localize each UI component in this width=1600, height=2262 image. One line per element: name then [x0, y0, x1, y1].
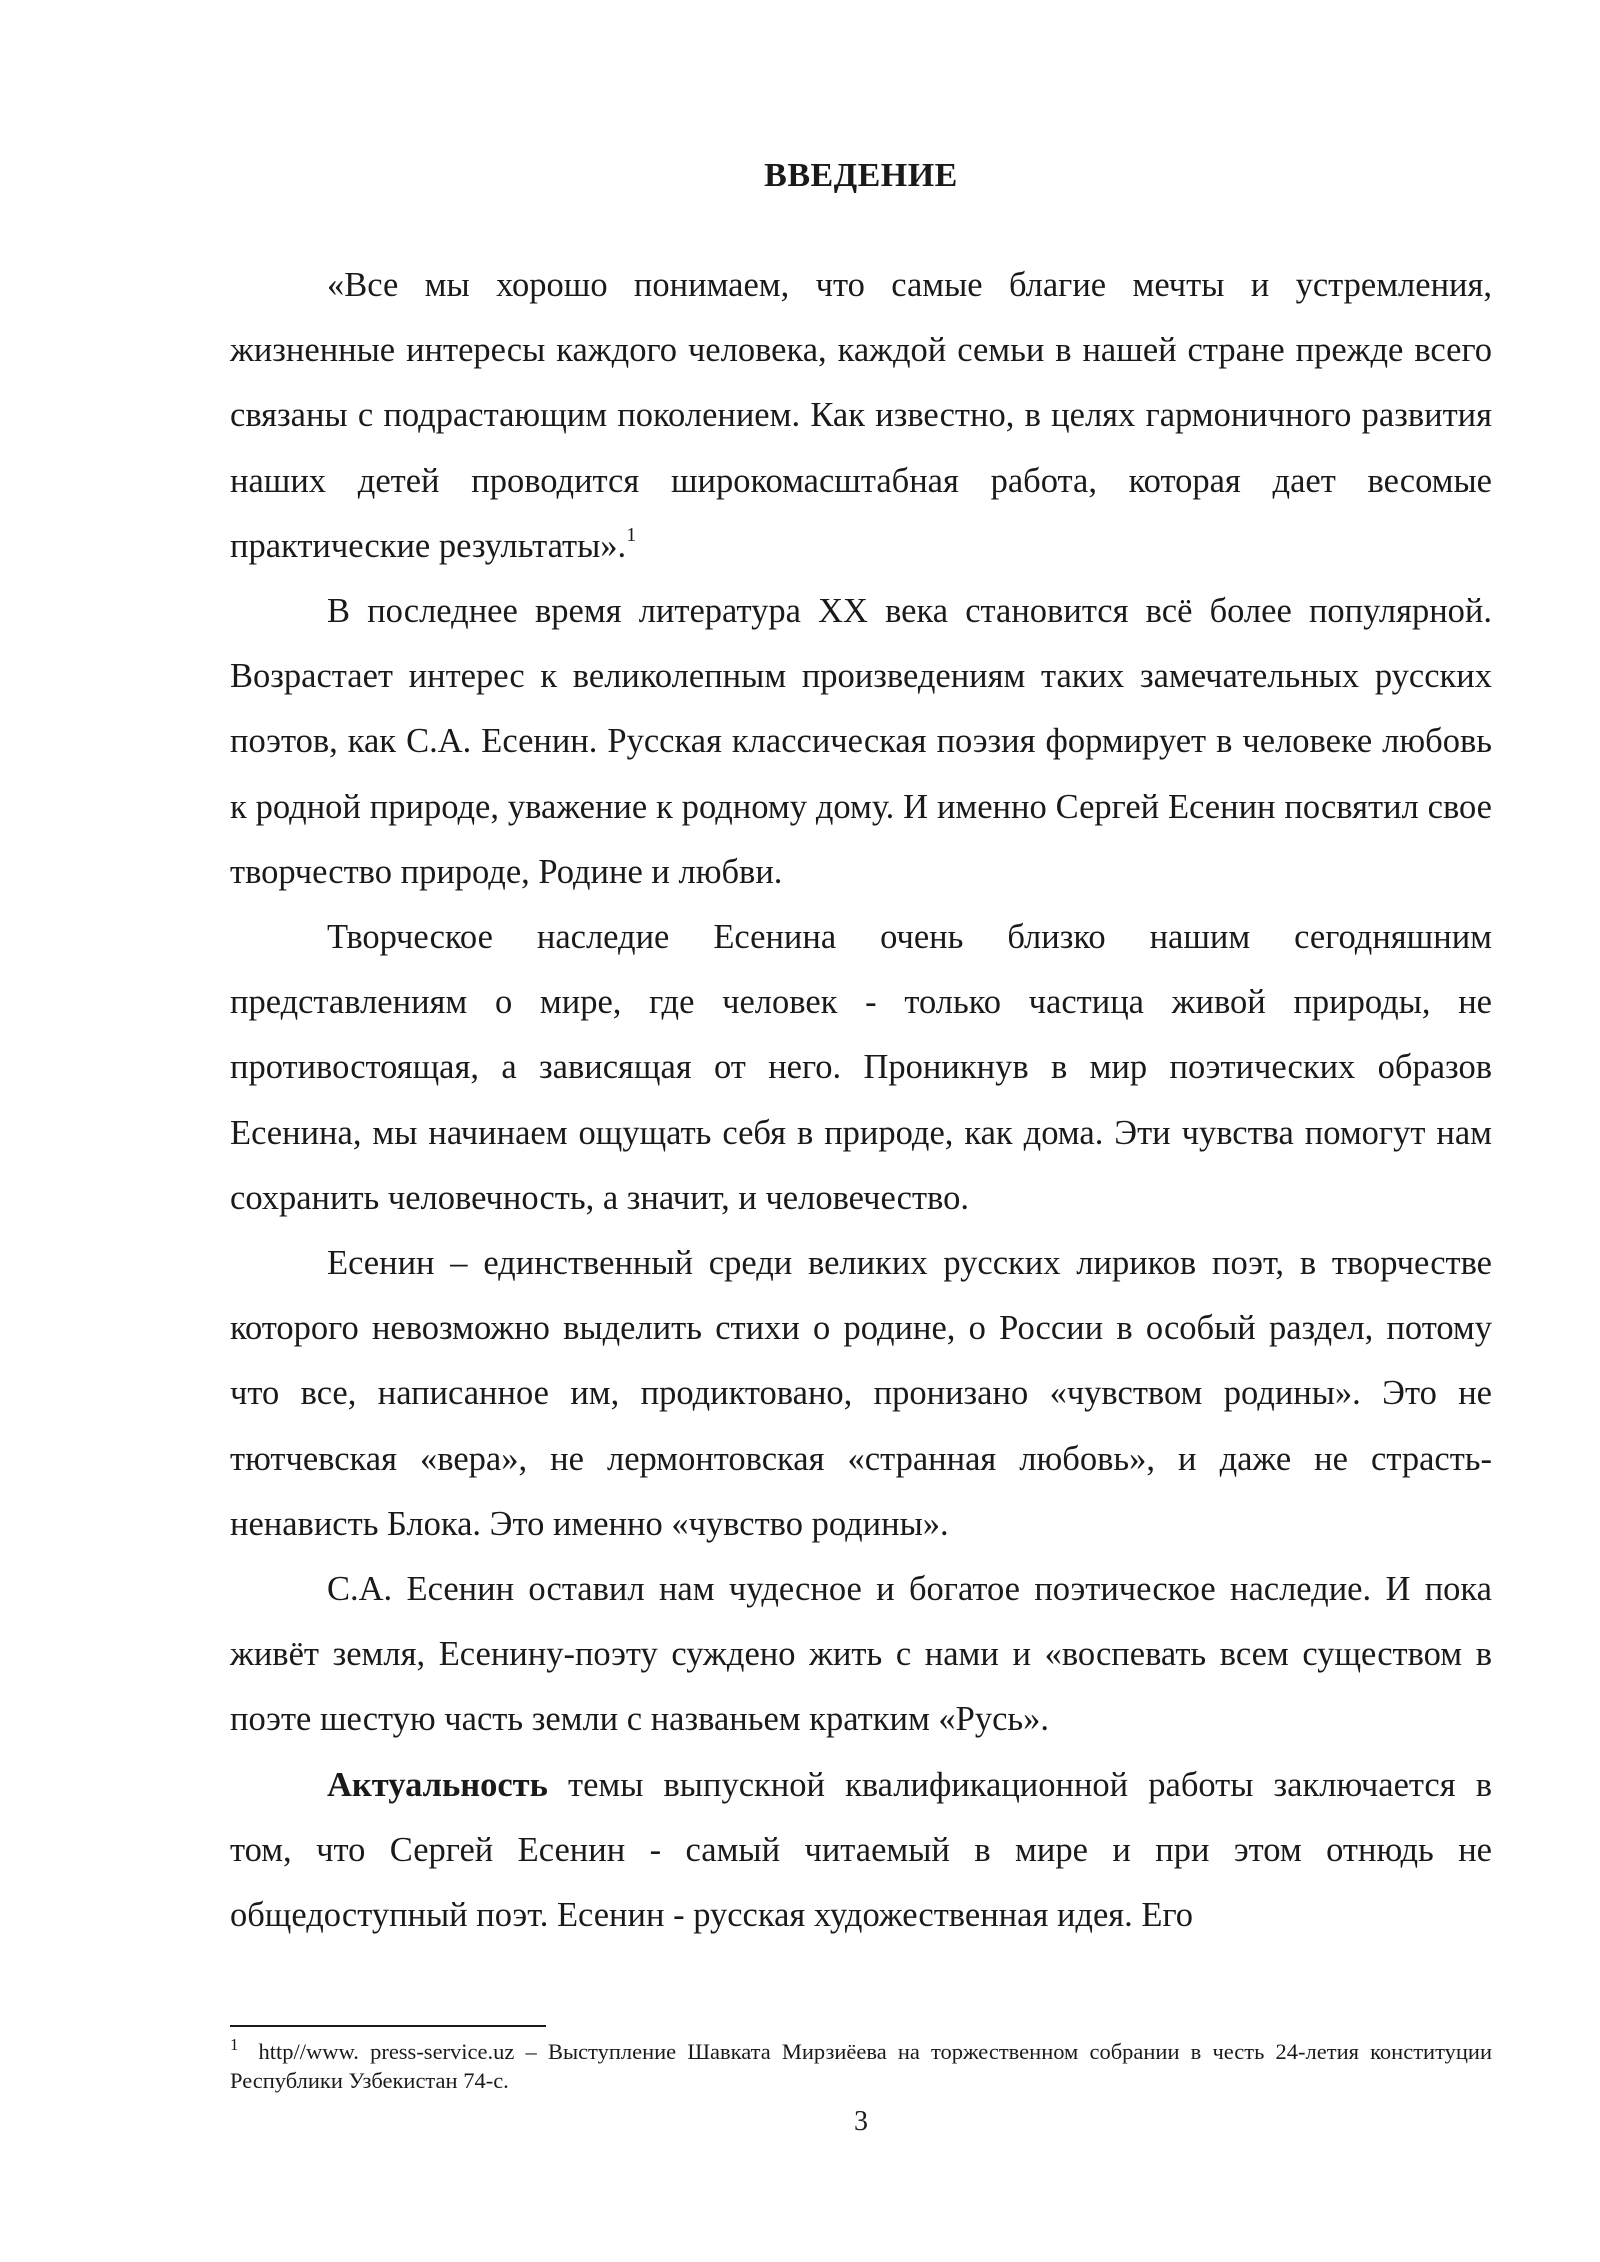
footnote-reference[interactable]: 1 — [626, 523, 637, 546]
paragraph-relevance — [230, 1753, 1492, 1949]
paragraph: Творческое наследие Есенина очень близко нашим сегодняшним представлениям о мире, где человек - только частица живой природы, не противостоящая, а зависящая от него. Проникнув в мир поэтических образов Есенина, мы начинаем ощущать себя в природе, как дома. Эти чувства помогут нам сохранить человечность, а значит, и человечество. — [230, 918, 1492, 1217]
relevance-text: темы выпускной квалификационной работы заключается в том, что Сергей Есенин - самый читаемый в мире и при этом отнюдь не общедоступный поэт. Есенин - русская художественная идея. Его — [230, 1765, 1492, 1935]
paragraph-quote — [230, 253, 1492, 579]
paragraph: В последнее время литература XX века становится всё более популярной. Возрастает интерес к великолепным произведениям таких замечательных русских поэтов, как С.А. Есенин. Русская классическая поэзия формирует в человеке любовь к родной природе, уважение к родному дому. И именно Сергей Есенин посвятил свое творчество природе, Родине и любви. — [230, 592, 1492, 891]
paragraph: С.А. Есенин оставил нам чудесное и богатое поэтическое наследие. И пока живёт земля, Есенину-поэту суждено жить с нами и «воспевать всем существом в поэте шестую часть земли с названьем кратким «Русь». — [230, 1570, 1492, 1739]
relevance-term: Актуальность — [327, 1765, 548, 1804]
footnote-separator — [230, 2025, 546, 2027]
footnote-mark: 1 — [230, 2035, 239, 2054]
page-number: 3 — [854, 2106, 868, 2137]
footnote-text: http//www. press-service.uz – Выступление Шавката Мирзиёева на торжественном собрании в честь 24-летия конституции Республики Узбекистан 74-с. — [230, 2039, 1492, 2093]
footnote — [230, 2037, 1492, 2095]
body-text — [230, 253, 1492, 1948]
quote-text: «Все мы хорошо понимаем, что самые благие мечты и устремления, жизненные интересы каждого человека, каждой семьи в нашей стране прежде всего связаны с подрастающим поколением. Как известно, в целях гармоничного развития наших детей проводится широкомасштабная работа, которая дает весомые практические результаты». — [230, 266, 1492, 565]
section-heading: ВВЕДЕНИЕ — [764, 157, 958, 194]
paragraph: Есенин – единственный среди великих русских лириков поэт, в творчестве которого невозможно выделить стихи о родине, о России в особый раздел, потому что все, написанное им, продиктовано, пронизано «чувством родины». Это не тютчевская «вера», не лермонтовская «странная любовь», и даже не страсть-ненависть Блока. Это именно «чувство родины». — [230, 1244, 1492, 1543]
